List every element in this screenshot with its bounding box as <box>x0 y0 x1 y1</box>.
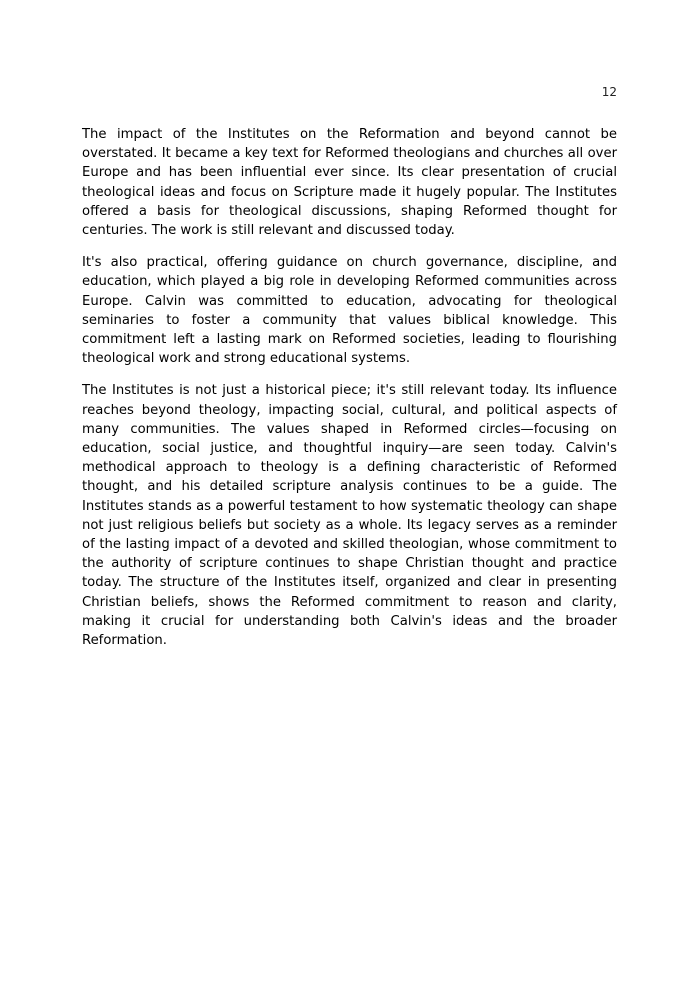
paragraph-3: The Institutes is not just a historical piece; it's still relevant today. Its influence reaches beyond theology, impacting social, cultural, and political aspects of many communities. The values shaped in Reformed circles—focusing on education, social justice, and thoughtful inquiry—are seen today. Calvin's methodical approach to theology is a defining characteristic of Reformed thought, and his detailed scripture analysis continues to be a guide. The Institutes stands as a powerful testament to how systematic theology can shape not just religious beliefs but society as a whole. Its legacy serves as a reminder of the lasting impact of a devoted and skilled theologian, whose commitment to the authority of scripture continues to shape Christian thought and practice today. The structure of the Institutes itself, organized and clear in presenting Christian beliefs, shows the Reformed commitment to reason and clarity, making it crucial for understanding both Calvin's ideas and the broader Reformation. <box>82 383 617 649</box>
page-number: 12 <box>601 85 617 99</box>
body-text <box>82 125 617 663</box>
paragraph-2: It's also practical, offering guidance on church governance, discipline, and education, which played a big role in developing Reformed communities across Europe. Calvin was committed to education, advocating for theological seminaries to foster a community that values biblical knowledge. This commitment left a lasting mark on Reformed societies, leading to flourishing theological work and strong educational systems. <box>82 255 617 367</box>
paragraph-1: The impact of the Institutes on the Reformation and beyond cannot be overstated. It became a key text for Reformed theologians and churches all over Europe and has been influential ever since. Its clear presentation of crucial theological ideas and focus on Scripture made it hugely popular. The Institutes offered a basis for theological discussions, shaping Reformed thought for centuries. The work is still relevant and discussed today. <box>82 127 617 239</box>
